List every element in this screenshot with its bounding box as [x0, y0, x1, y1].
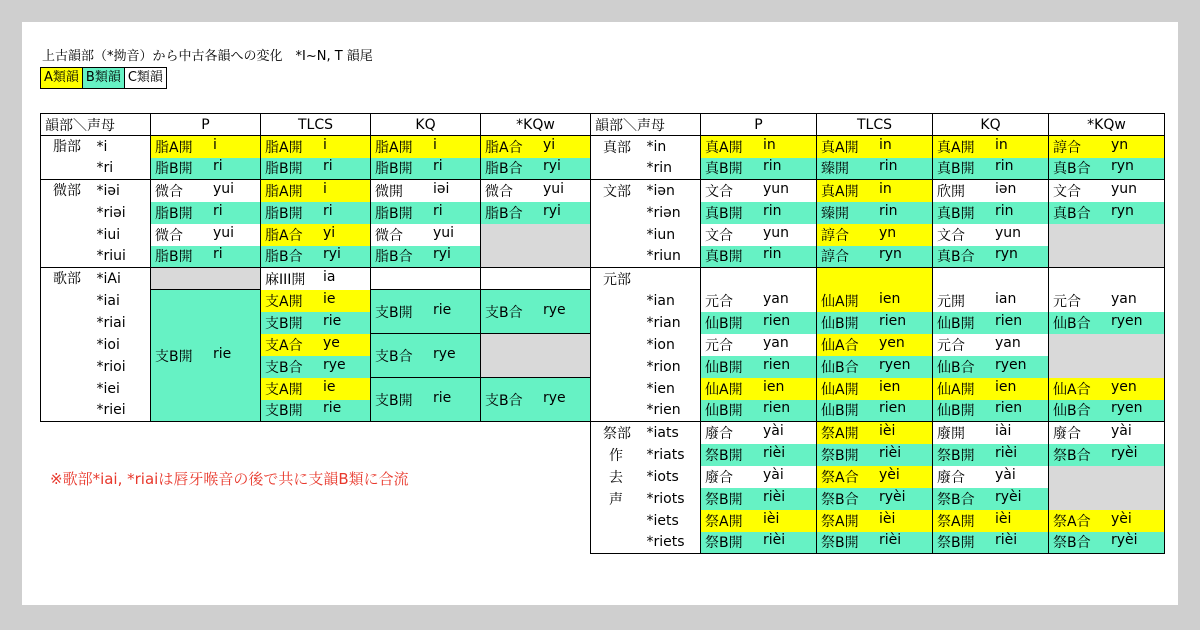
right-table: [590, 113, 1165, 554]
final: *ien: [646, 380, 675, 397]
cell: [933, 268, 1049, 290]
cell: 仙B開 rien: [817, 400, 933, 422]
final: *riui: [96, 248, 126, 265]
final: *iets: [646, 512, 679, 529]
final: *iun: [646, 226, 676, 243]
header-cell: 韻部＼声母: [41, 114, 151, 136]
table-row: [591, 356, 1165, 378]
cell: 真B開 rin: [701, 158, 817, 180]
table-row: [41, 378, 591, 400]
cell: [701, 268, 817, 290]
cell: 祭B合 ryèi: [817, 488, 933, 510]
empty-cell: [1049, 356, 1165, 378]
cell: [817, 268, 933, 290]
cell: 脂B開 ri: [151, 158, 261, 180]
cell: 祭B合 ryèi: [933, 488, 1049, 510]
cell: 真B開 rin: [933, 158, 1049, 180]
cell: 仙B開 rien: [701, 356, 817, 378]
cell: 脂A開 i: [261, 180, 371, 202]
cell: 諄合 yn: [817, 224, 933, 246]
table-row: [591, 246, 1165, 268]
cell: 仙B開 rien: [817, 312, 933, 334]
final: *i: [93, 136, 151, 158]
cell: 微開 iəi: [371, 180, 481, 202]
cell: 支B開 rie: [371, 378, 481, 422]
cell: 支B合 rye: [481, 290, 591, 334]
cell: 元開 ian: [933, 290, 1049, 312]
legend-b: B類韻: [82, 67, 125, 89]
final: *in: [643, 136, 701, 158]
cell: 支B開 rie: [261, 400, 371, 422]
cell: 祭A開 ièi: [817, 510, 933, 532]
table-row: [591, 290, 1165, 312]
cell: 欣開 iən: [933, 180, 1049, 202]
cell: 支B開 rie: [371, 290, 481, 334]
group-subname: 声: [609, 491, 623, 508]
final: *iən: [643, 180, 701, 202]
cell: 諄合 ryn: [817, 246, 933, 268]
cell: 祭A合 yèi: [1049, 510, 1165, 532]
empty-cell: [1049, 224, 1165, 246]
table-row: [591, 202, 1165, 224]
group-name: 微部: [53, 183, 81, 199]
group-name: 脂部: [53, 139, 81, 155]
cell: 臻開 rin: [817, 158, 933, 180]
cell: 脂B合 ryi: [371, 246, 481, 268]
cell: 祭A合 yèi: [817, 466, 933, 488]
final: *rian: [646, 314, 681, 331]
cell: [371, 268, 481, 290]
empty-cell: [481, 224, 591, 268]
cell: 元合 yan: [701, 334, 817, 356]
final: *iai: [96, 292, 120, 309]
cell: 脂B合 ryi: [481, 202, 591, 224]
empty-cell: [1049, 246, 1165, 268]
cell: 脂B開 ri: [151, 246, 261, 268]
cell: 真B合 ryn: [1049, 158, 1165, 180]
table-row: [591, 488, 1165, 510]
final: [643, 268, 701, 290]
cell: 脂B開 ri: [261, 202, 371, 224]
final: *riei: [96, 402, 126, 419]
cell: 仙B開 rien: [933, 400, 1049, 422]
footnote: ※歌部*iai, *riaiは唇牙喉音の後で共に支韻B類に合流: [50, 470, 409, 488]
cell: 廢合 yài: [933, 466, 1049, 488]
header-row: [591, 114, 1165, 136]
cell: 微合 yui: [371, 224, 481, 246]
cell: 脂A合 yi: [261, 224, 371, 246]
table-row: [41, 158, 591, 180]
cell: [1049, 268, 1165, 290]
group-name: 元部: [603, 271, 631, 288]
empty-cell: [151, 268, 261, 290]
cell: 真A開 in: [817, 136, 933, 158]
cell: 祭B開 rièi: [817, 532, 933, 554]
table-row: [591, 158, 1165, 180]
empty-cell: [481, 334, 591, 378]
final: *riəi: [96, 204, 126, 221]
table-row: [591, 268, 1165, 290]
final: *riən: [646, 204, 681, 221]
header-cell: *KQw: [481, 114, 591, 136]
cell: 文合 yun: [701, 180, 817, 202]
final: *riun: [646, 248, 681, 265]
final: *iAi: [93, 268, 151, 290]
legend-c: C類韻: [124, 67, 167, 89]
cell: 仙B開 rien: [701, 400, 817, 422]
empty-cell: [1049, 488, 1165, 510]
cell: 祭B開 rièi: [817, 444, 933, 466]
cell: 仙A開 ien: [817, 378, 933, 400]
table-row: [591, 422, 1165, 444]
table-row: [41, 224, 591, 246]
cell: 支B合 rye: [261, 356, 371, 378]
cell: 廢合 yài: [1049, 422, 1165, 444]
table-row: [41, 268, 591, 290]
cell: 麻III開 ia: [261, 268, 371, 290]
table-row: [591, 466, 1165, 488]
left-table: [40, 113, 591, 422]
cell: 祭B合 ryèi: [1049, 444, 1165, 466]
cell: 仙B合 ryen: [1049, 400, 1165, 422]
cell: 支B開 rie: [151, 290, 261, 422]
final: *rin: [646, 160, 673, 177]
cell: 脂B開 ri: [371, 158, 481, 180]
final: *riets: [646, 534, 685, 551]
final: *ioi: [96, 336, 120, 353]
cell: 文合 yun: [1049, 180, 1165, 202]
cell: 脂B開 ri: [261, 158, 371, 180]
cell: 臻開 rin: [817, 202, 933, 224]
header-cell: P: [151, 114, 261, 136]
cell: 真A開 in: [817, 180, 933, 202]
empty-cell: [1049, 334, 1165, 356]
cell: 廢開 iài: [933, 422, 1049, 444]
header-cell: *KQw: [1049, 114, 1165, 136]
cell: 仙B合 ryen: [817, 356, 933, 378]
cell: 祭B開 rièi: [933, 444, 1049, 466]
cell: 真B開 rin: [933, 202, 1049, 224]
cell: 仙B開 rien: [933, 312, 1049, 334]
cell: 廢合 yài: [701, 466, 817, 488]
cell: 支A合 ye: [261, 334, 371, 356]
table-row: [591, 444, 1165, 466]
cell: 脂B合 ryi: [481, 158, 591, 180]
final: *iats: [643, 422, 701, 444]
cell: 支A開 ie: [261, 378, 371, 400]
cell: 真A開 in: [933, 136, 1049, 158]
cell: 仙A開 ien: [701, 378, 817, 400]
header-cell: TLCS: [817, 114, 933, 136]
cell: 微合 yui: [481, 180, 591, 202]
cell: 諄合 yn: [1049, 136, 1165, 158]
table-row: [591, 378, 1165, 400]
final: *rioi: [96, 358, 126, 375]
cell: 仙B合 ryen: [933, 356, 1049, 378]
final: *iəi: [93, 180, 151, 202]
cell: 仙A開 ien: [933, 378, 1049, 400]
table-row: [41, 334, 591, 356]
cell: 支A開 ie: [261, 290, 371, 312]
legend: [40, 67, 166, 89]
table-row: [41, 202, 591, 224]
cell: 祭B合 ryèi: [1049, 532, 1165, 554]
cell: 脂B開 ri: [151, 202, 261, 224]
cell: 真B合 ryn: [933, 246, 1049, 268]
cell: 文合 yun: [701, 224, 817, 246]
cell: 脂A開 i: [151, 136, 261, 158]
final: *iui: [96, 226, 121, 243]
cell: 支B合 rye: [481, 378, 591, 422]
header-cell: KQ: [371, 114, 481, 136]
group-subname: 作: [609, 447, 623, 464]
cell: 真B開 rin: [701, 202, 817, 224]
table-row: [591, 510, 1165, 532]
legend-a: A類韻: [40, 67, 83, 89]
cell: 真A開 in: [701, 136, 817, 158]
group-name: 祭部: [603, 425, 631, 442]
group-name: 文部: [603, 183, 631, 200]
cell: 仙A合 yen: [817, 334, 933, 356]
header-cell: KQ: [933, 114, 1049, 136]
final: *iei: [96, 380, 120, 397]
final: *riai: [96, 314, 126, 331]
table-row: [41, 290, 591, 312]
table-row: [591, 400, 1165, 422]
final: *ri: [96, 160, 114, 177]
cell: 祭B開 rièi: [701, 532, 817, 554]
cell: 脂A合 yi: [481, 136, 591, 158]
cell: 微合 yui: [151, 224, 261, 246]
cell: 文合 yun: [933, 224, 1049, 246]
cell: 脂A開 i: [261, 136, 371, 158]
cell: 祭A開 ièi: [933, 510, 1049, 532]
cell: 仙A開 ien: [817, 290, 933, 312]
table-row: [41, 136, 591, 158]
table-row: [591, 224, 1165, 246]
final: *riots: [646, 490, 685, 507]
table-row: [41, 180, 591, 202]
cell: 祭B開 rièi: [701, 488, 817, 510]
cell: 祭A開 ièi: [817, 422, 933, 444]
cell: 支B合 rye: [371, 334, 481, 378]
header-cell: TLCS: [261, 114, 371, 136]
table-row: [591, 180, 1165, 202]
cell: 仙B開 rien: [701, 312, 817, 334]
group-name: 歌部: [53, 271, 81, 287]
cell: 廢合 yài: [701, 422, 817, 444]
cell: 祭B開 rièi: [933, 532, 1049, 554]
cell: 仙B合 ryen: [1049, 312, 1165, 334]
final: *iots: [646, 468, 679, 485]
cell: 脂B合 ryi: [261, 246, 371, 268]
header-cell: 韻部＼声母: [591, 114, 701, 136]
cell: 祭B開 rièi: [701, 444, 817, 466]
cell: 元合 yan: [701, 290, 817, 312]
final: *rion: [646, 358, 681, 375]
group-name: 真部: [603, 139, 631, 156]
cell: 脂B開 ri: [371, 202, 481, 224]
cell: 脂A開 i: [371, 136, 481, 158]
cell: 元合 yan: [1049, 290, 1165, 312]
cell: 支B開 rie: [261, 312, 371, 334]
empty-cell: [1049, 466, 1165, 488]
header-row: [41, 114, 591, 136]
header-cell: P: [701, 114, 817, 136]
table-row: [591, 334, 1165, 356]
group-subname: 去: [609, 469, 623, 486]
table-row: [591, 312, 1165, 334]
cell: 真B開 rin: [701, 246, 817, 268]
cell: 真B合 ryn: [1049, 202, 1165, 224]
table-row: [591, 136, 1165, 158]
page-title: 上古韻部（*拗音）から中古各韻への変化 *I~N, T 韻尾: [42, 49, 373, 64]
final: *rien: [646, 402, 681, 419]
table-row: [591, 532, 1165, 554]
final: *ion: [646, 336, 675, 353]
final: *riats: [646, 446, 685, 463]
final: *ian: [646, 292, 675, 309]
cell: 微合 yui: [151, 180, 261, 202]
cell: [481, 268, 591, 290]
cell: 元合 yan: [933, 334, 1049, 356]
cell: 仙A合 yen: [1049, 378, 1165, 400]
cell: 祭A開 ièi: [701, 510, 817, 532]
